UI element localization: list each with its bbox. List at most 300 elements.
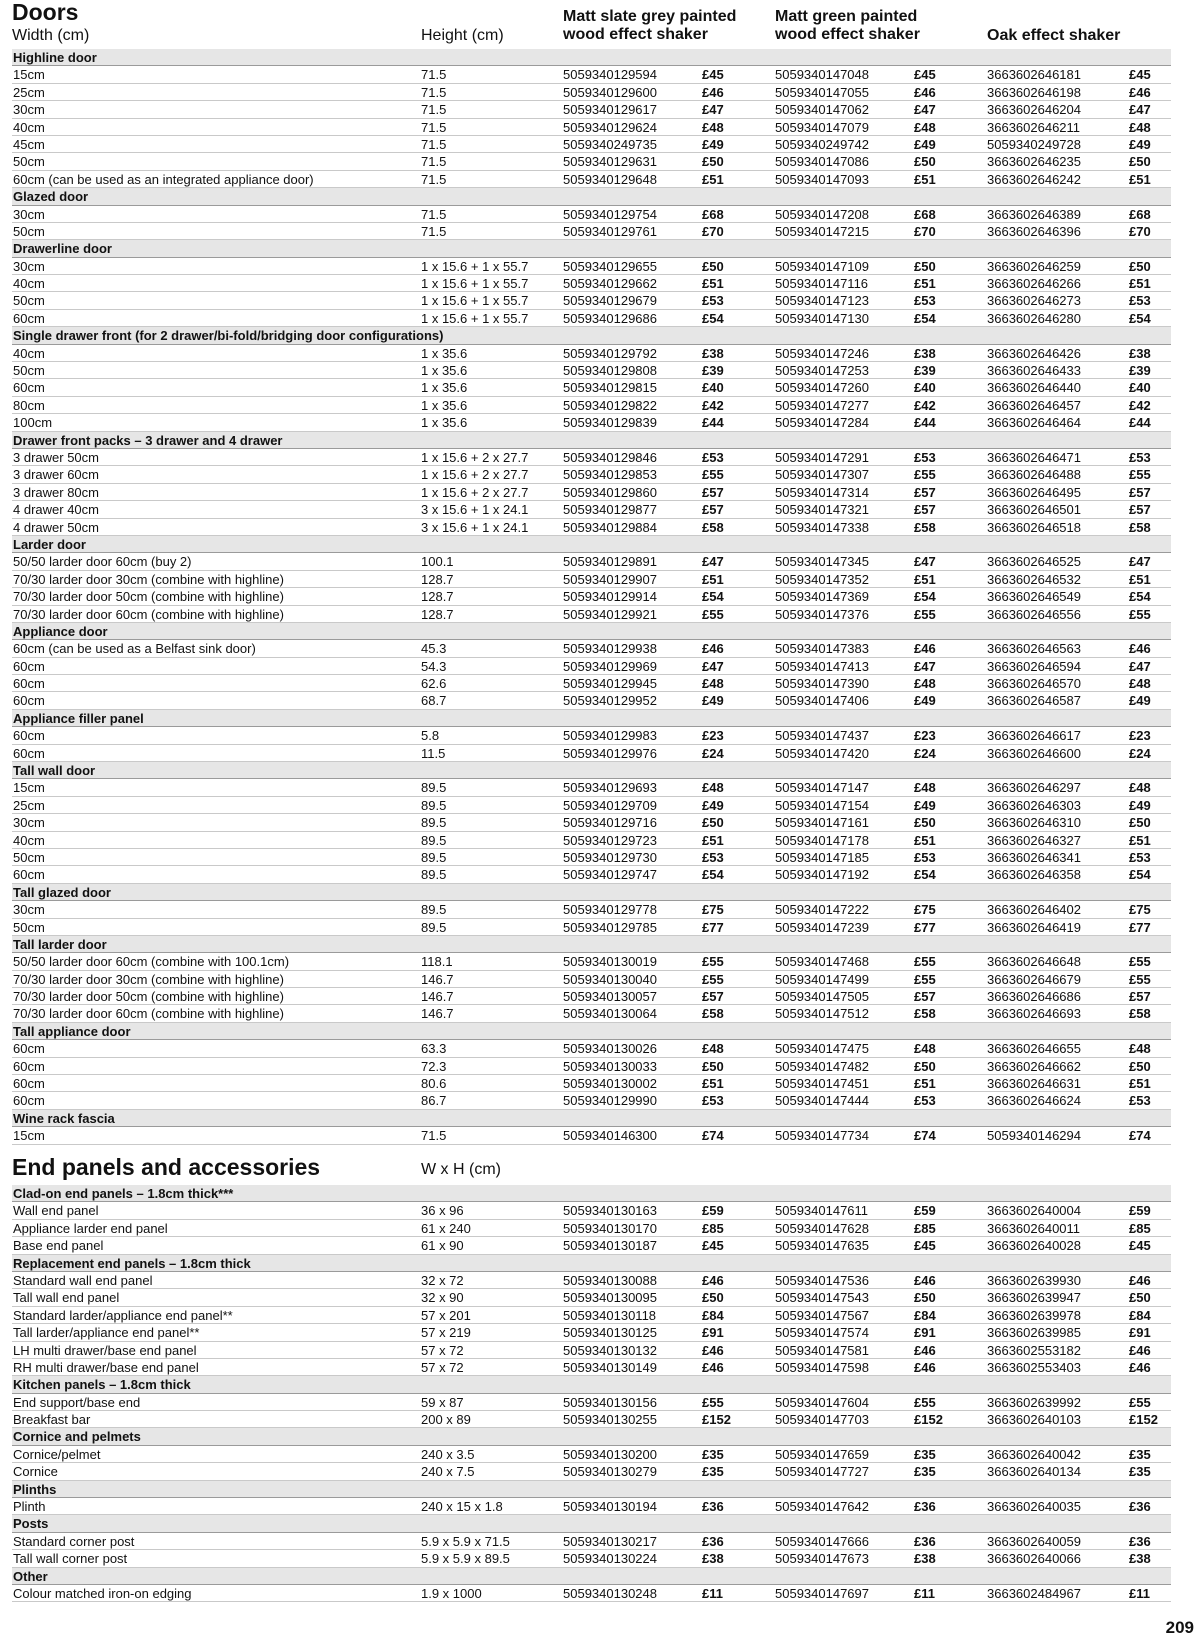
green-price: £24 [914, 745, 936, 761]
slate-grey-code: 5059340129730 [563, 849, 657, 865]
slate-grey-code: 5059340129921 [563, 606, 657, 622]
green-code: 5059340147147 [775, 780, 869, 796]
green-price: £46 [914, 641, 936, 657]
item-dimension: 57 x 219 [421, 1325, 471, 1341]
item-dimension: 72.3 [421, 1058, 447, 1074]
group-label: Drawer front packs – 3 drawer and 4 drawer [13, 432, 283, 448]
item-name: 50cm [13, 849, 45, 865]
item-name: 60cm [13, 658, 45, 674]
group-label: Clad-on end panels – 1.8cm thick*** [13, 1186, 234, 1201]
item-dimension: 100.1 [421, 554, 454, 570]
oak-price: £46 [1129, 1359, 1151, 1375]
slate-grey-code: 5059340129747 [563, 867, 657, 883]
slate-grey-code: 5059340130132 [563, 1342, 657, 1358]
item-name: 60cm [13, 380, 45, 396]
oak-code: 3663602640066 [987, 1551, 1081, 1567]
item-dimension: 240 x 15 x 1.8 [421, 1499, 503, 1515]
green-code: 5059340147352 [775, 571, 869, 587]
item-name: 3 drawer 50cm [13, 449, 99, 465]
slate-grey-code: 5059340130224 [563, 1551, 657, 1567]
oak-price: £54 [1129, 867, 1151, 883]
green-price: £54 [914, 310, 936, 326]
slate-grey-code: 5059340130279 [563, 1464, 657, 1480]
green-price: £23 [914, 728, 936, 744]
slate-grey-code: 5059340130019 [563, 954, 657, 970]
slate-grey-price: £53 [702, 849, 724, 865]
oak-price: £50 [1129, 258, 1151, 274]
item-name: 15cm [13, 67, 45, 83]
table-row [12, 362, 1171, 379]
item-dimension: 5.9 x 5.9 x 71.5 [421, 1533, 510, 1549]
green-price: £55 [914, 1394, 936, 1410]
green-code: 5059340147215 [775, 223, 869, 239]
oak-price: £24 [1129, 745, 1151, 761]
table-row [12, 1359, 1171, 1376]
green-code: 5059340147482 [775, 1058, 869, 1074]
item-dimension: 59 x 87 [421, 1394, 464, 1410]
item-dimension: 32 x 72 [421, 1272, 464, 1288]
green-code: 5059340147321 [775, 502, 869, 518]
slate-grey-price: £152 [702, 1412, 731, 1428]
slate-grey-code: 5059340129853 [563, 467, 657, 483]
oak-code: 3663602639947 [987, 1290, 1081, 1306]
table-row [12, 988, 1171, 1005]
item-name: 60cm [13, 1093, 45, 1109]
item-dimension: 71.5 [421, 84, 447, 100]
green-code: 5059340147246 [775, 345, 869, 361]
table-row [12, 206, 1171, 223]
end-panels-section-title: End panels and accessories [12, 1154, 321, 1180]
table-row [12, 1342, 1171, 1359]
item-name: 70/30 larder door 60cm (combine with highline) [13, 606, 284, 622]
oak-code: 3663602640004 [987, 1203, 1081, 1219]
item-dimension: 5.9 x 5.9 x 89.5 [421, 1551, 510, 1567]
size-column-header: W x H (cm) [421, 1161, 501, 1178]
oak-code: 3663602646327 [987, 832, 1081, 848]
green-code: 5059340147567 [775, 1307, 869, 1323]
item-name: 80cm [13, 397, 45, 413]
group-header [12, 1515, 1171, 1532]
group-label: Cornice and pelmets [13, 1429, 141, 1445]
item-name: 50/50 larder door 60cm (combine with 100.1cm) [13, 954, 290, 970]
green-price: £45 [914, 67, 936, 83]
slate-grey-code: 5059340130149 [563, 1359, 657, 1375]
slate-grey-price: £35 [702, 1446, 724, 1462]
item-name: 60cm [13, 693, 45, 709]
slate-grey-price: £57 [702, 989, 724, 1005]
slate-grey-price: £49 [702, 693, 724, 709]
slate-grey-code: 5059340130187 [563, 1238, 657, 1254]
slate-grey-price: £35 [702, 1464, 724, 1480]
slate-grey-code: 5059340129952 [563, 693, 657, 709]
item-name: RH multi drawer/base end panel [13, 1359, 199, 1375]
slate-grey-price: £59 [702, 1203, 724, 1219]
table-row [12, 1289, 1171, 1306]
group-header [12, 1110, 1171, 1127]
green-price: £49 [914, 797, 936, 813]
green-price: £48 [914, 119, 936, 135]
oak-price: £57 [1129, 502, 1151, 518]
green-code: 5059340147239 [775, 919, 869, 935]
oak-code: 3663602646594 [987, 658, 1081, 674]
item-name: 60cm (can be used as a Belfast sink door) [13, 641, 256, 657]
table-row [12, 1092, 1171, 1109]
item-name: 100cm [13, 415, 53, 431]
group-label: Tall wall door [13, 763, 96, 779]
item-dimension: 1.9 x 1000 [421, 1585, 482, 1601]
table-row [12, 1005, 1171, 1022]
slate-grey-price: £54 [702, 589, 724, 605]
table-row [12, 310, 1171, 327]
item-dimension: 61 x 240 [421, 1220, 471, 1236]
green-price: £35 [914, 1464, 936, 1480]
table-row [12, 484, 1171, 501]
green-price: £50 [914, 815, 936, 831]
oak-code: 3663602646549 [987, 589, 1081, 605]
group-header [12, 327, 1171, 344]
oak-price: £48 [1129, 1041, 1151, 1057]
group-label: Plinths [13, 1481, 57, 1497]
slate-grey-header-line1: Matt slate grey painted [563, 8, 737, 25]
oak-price: £42 [1129, 397, 1151, 413]
table-row [12, 797, 1171, 814]
slate-grey-price: £49 [702, 797, 724, 813]
oak-code: 3663602646389 [987, 206, 1081, 222]
group-header [12, 1376, 1171, 1393]
group-header [12, 762, 1171, 779]
item-dimension: 89.5 [421, 780, 447, 796]
green-price: £51 [914, 276, 936, 292]
oak-price: £59 [1129, 1203, 1151, 1219]
oak-code: 3663602646532 [987, 571, 1081, 587]
slate-grey-code: 5059340129648 [563, 171, 657, 187]
group-label: Glazed door [13, 189, 89, 205]
oak-price: £55 [1129, 954, 1151, 970]
slate-grey-code: 5059340146300 [563, 1128, 657, 1144]
slate-grey-price: £84 [702, 1307, 724, 1323]
green-code: 5059340147727 [775, 1464, 869, 1480]
green-code: 5059340147369 [775, 589, 869, 605]
slate-grey-code: 5059340129884 [563, 519, 657, 535]
oak-price: £36 [1129, 1499, 1151, 1515]
slate-grey-price: £38 [702, 345, 724, 361]
slate-grey-price: £77 [702, 919, 724, 935]
item-name: 60cm (can be used as an integrated appliance door) [13, 171, 314, 187]
slate-grey-price: £47 [702, 554, 724, 570]
green-price: £50 [914, 258, 936, 274]
green-price: £91 [914, 1325, 936, 1341]
table-row [12, 606, 1171, 623]
green-code: 5059340147413 [775, 658, 869, 674]
slate-grey-price: £75 [702, 902, 724, 918]
green-price: £42 [914, 397, 936, 413]
item-dimension: 57 x 72 [421, 1359, 464, 1375]
green-price: £35 [914, 1446, 936, 1462]
oak-code: 3663602646655 [987, 1041, 1081, 1057]
item-dimension: 1 x 35.6 [421, 380, 468, 396]
oak-price: £53 [1129, 849, 1151, 865]
slate-grey-price: £36 [702, 1499, 724, 1515]
slate-grey-header-line2: wood effect shaker [563, 26, 708, 43]
green-code: 5059340147307 [775, 467, 869, 483]
oak-price: £35 [1129, 1446, 1151, 1462]
green-price: £51 [914, 1076, 936, 1092]
item-dimension: 71.5 [421, 119, 447, 135]
group-header [12, 1255, 1171, 1272]
green-price: £39 [914, 363, 936, 379]
table-row [12, 519, 1171, 536]
item-dimension: 71.5 [421, 154, 447, 170]
green-price: £70 [914, 223, 936, 239]
slate-grey-price: £38 [702, 1551, 724, 1567]
table-row [12, 1324, 1171, 1341]
table-row [12, 640, 1171, 657]
oak-code: 3663602646488 [987, 467, 1081, 483]
oak-price: £54 [1129, 589, 1151, 605]
green-code: 5059340147611 [775, 1203, 869, 1219]
oak-code: 3663602646341 [987, 849, 1081, 865]
oak-code: 3663602646525 [987, 554, 1081, 570]
oak-code: 3663602640011 [987, 1220, 1081, 1236]
green-code: 5059340147314 [775, 484, 869, 500]
item-name: Breakfast bar [13, 1412, 91, 1428]
slate-grey-code: 5059340130040 [563, 971, 657, 987]
green-code: 5059340147673 [775, 1551, 869, 1567]
item-dimension: 61 x 90 [421, 1238, 464, 1254]
green-code: 5059340147635 [775, 1238, 869, 1254]
oak-code: 3663602646556 [987, 606, 1081, 622]
slate-grey-code: 5059340130200 [563, 1446, 657, 1462]
slate-grey-price: £50 [702, 258, 724, 274]
item-dimension: 71.5 [421, 223, 447, 239]
green-code: 5059340147475 [775, 1041, 869, 1057]
slate-grey-code: 5059340129600 [563, 84, 657, 100]
item-name: Tall wall corner post [13, 1551, 128, 1567]
slate-grey-code: 5059340129976 [563, 745, 657, 761]
slate-grey-code: 5059340130248 [563, 1585, 657, 1601]
slate-grey-price: £53 [702, 449, 724, 465]
oak-code: 3663602646457 [987, 397, 1081, 413]
green-code: 5059340147185 [775, 849, 869, 865]
oak-price: £55 [1129, 971, 1151, 987]
green-price: £53 [914, 449, 936, 465]
item-dimension: 86.7 [421, 1093, 447, 1109]
slate-grey-price: £49 [702, 136, 724, 152]
slate-grey-code: 5059340130095 [563, 1290, 657, 1306]
oak-price: £152 [1129, 1412, 1158, 1428]
slate-grey-price: £48 [702, 119, 724, 135]
green-code: 5059340147512 [775, 1006, 869, 1022]
table-row [12, 1040, 1171, 1057]
slate-grey-price: £51 [702, 832, 724, 848]
green-price: £46 [914, 1272, 936, 1288]
item-name: 30cm [13, 815, 45, 831]
slate-grey-price: £55 [702, 954, 724, 970]
item-dimension: 240 x 3.5 [421, 1446, 475, 1462]
doors-section-title: Doors [12, 0, 79, 25]
item-name: 3 drawer 80cm [13, 484, 99, 500]
item-name: Standard corner post [13, 1533, 135, 1549]
oak-code: 3663602646402 [987, 902, 1081, 918]
item-name: 70/30 larder door 50cm (combine with highline) [13, 589, 284, 605]
green-code: 5059340249742 [775, 136, 869, 152]
table-row [12, 953, 1171, 970]
group-header [12, 623, 1171, 640]
green-code: 5059340147284 [775, 415, 869, 431]
slate-grey-code: 5059340129594 [563, 67, 657, 83]
green-price: £44 [914, 415, 936, 431]
green-code: 5059340147390 [775, 676, 869, 692]
item-dimension: 128.7 [421, 606, 454, 622]
item-name: 50/50 larder door 60cm (buy 2) [13, 554, 192, 570]
green-code: 5059340147208 [775, 206, 869, 222]
green-code: 5059340147420 [775, 745, 869, 761]
slate-grey-code: 5059340130156 [563, 1394, 657, 1410]
item-dimension: 128.7 [421, 589, 454, 605]
oak-code: 3663602646297 [987, 780, 1081, 796]
slate-grey-code: 5059340129877 [563, 502, 657, 518]
table-row [12, 1498, 1171, 1515]
oak-price: £53 [1129, 293, 1151, 309]
oak-code: 3663602640035 [987, 1499, 1081, 1515]
table-row [12, 1202, 1171, 1219]
table-row [12, 171, 1171, 188]
oak-price: £75 [1129, 902, 1151, 918]
item-dimension: 71.5 [421, 136, 447, 152]
oak-code: 3663602646648 [987, 954, 1081, 970]
green-price: £47 [914, 554, 936, 570]
item-dimension: 146.7 [421, 989, 454, 1005]
slate-grey-price: £11 [702, 1585, 723, 1601]
oak-price: £47 [1129, 658, 1151, 674]
item-name: 60cm [13, 1058, 45, 1074]
table-row [12, 571, 1171, 588]
oak-price: £46 [1129, 1342, 1151, 1358]
green-price: £48 [914, 780, 936, 796]
item-dimension: 57 x 72 [421, 1342, 464, 1358]
oak-code: 3663602646259 [987, 258, 1081, 274]
item-dimension: 63.3 [421, 1041, 447, 1057]
slate-grey-code: 5059340249735 [563, 136, 657, 152]
oak-code: 3663602640103 [987, 1412, 1081, 1428]
oak-code: 3663602646211 [987, 119, 1081, 135]
slate-grey-code: 5059340129679 [563, 293, 657, 309]
slate-grey-code: 5059340129754 [563, 206, 657, 222]
table-row [12, 658, 1171, 675]
green-code: 5059340147338 [775, 519, 869, 535]
item-name: 40cm [13, 345, 45, 361]
slate-grey-price: £39 [702, 363, 724, 379]
oak-price: £48 [1129, 119, 1151, 135]
slate-grey-price: £44 [702, 415, 724, 431]
oak-code: 3663602646563 [987, 641, 1081, 657]
item-dimension: 200 x 89 [421, 1412, 471, 1428]
item-name: 70/30 larder door 30cm (combine with highline) [13, 571, 284, 587]
item-name: 40cm [13, 276, 45, 292]
oak-code: 3663602646693 [987, 1006, 1081, 1022]
oak-code: 3663602646617 [987, 728, 1081, 744]
oak-price: £58 [1129, 519, 1151, 535]
oak-price: £47 [1129, 554, 1151, 570]
oak-price: £55 [1129, 606, 1151, 622]
slate-grey-code: 5059340130217 [563, 1533, 657, 1549]
oak-price: £57 [1129, 989, 1151, 1005]
green-code: 5059340147093 [775, 171, 869, 187]
slate-grey-price: £40 [702, 380, 724, 396]
slate-grey-price: £45 [702, 67, 724, 83]
oak-code: 3663602553403 [987, 1359, 1081, 1375]
slate-grey-price: £46 [702, 641, 724, 657]
green-code: 5059340147253 [775, 363, 869, 379]
oak-price: £48 [1129, 780, 1151, 796]
oak-code: 3663602640042 [987, 1446, 1081, 1462]
oak-code: 3663602646419 [987, 919, 1081, 935]
group-label: Tall larder door [13, 936, 107, 952]
slate-grey-code: 5059340129969 [563, 658, 657, 674]
slate-grey-code: 5059340129945 [563, 676, 657, 692]
table-row [12, 397, 1171, 414]
slate-grey-code: 5059340129631 [563, 154, 657, 170]
oak-price: £36 [1129, 1533, 1151, 1549]
oak-price: £53 [1129, 449, 1151, 465]
group-label: Larder door [13, 536, 86, 552]
item-dimension: 1 x 35.6 [421, 363, 468, 379]
oak-code: 3663602639985 [987, 1325, 1081, 1341]
group-header [12, 936, 1171, 953]
slate-grey-price: £57 [702, 502, 724, 518]
slate-grey-code: 5059340129891 [563, 554, 657, 570]
slate-grey-code: 5059340129617 [563, 102, 657, 118]
item-dimension: 1 x 35.6 [421, 345, 468, 361]
slate-grey-code: 5059340129662 [563, 276, 657, 292]
green-code: 5059340147468 [775, 954, 869, 970]
item-dimension: 89.5 [421, 797, 447, 813]
table-row [12, 866, 1171, 883]
green-price: £54 [914, 589, 936, 605]
slate-grey-price: £70 [702, 223, 724, 239]
green-price: £53 [914, 293, 936, 309]
slate-grey-code: 5059340129839 [563, 415, 657, 431]
green-price: £53 [914, 1093, 936, 1109]
group-header [12, 432, 1171, 449]
green-price: £84 [914, 1307, 936, 1323]
group-header [12, 240, 1171, 257]
oak-price: £57 [1129, 484, 1151, 500]
item-name: 4 drawer 50cm [13, 519, 99, 535]
item-name: 50cm [13, 293, 45, 309]
item-name: 60cm [13, 745, 45, 761]
green-price: £51 [914, 171, 936, 187]
slate-grey-code: 5059340129792 [563, 345, 657, 361]
table-row [12, 84, 1171, 101]
table-row [12, 414, 1171, 431]
item-dimension: 89.5 [421, 815, 447, 831]
slate-grey-price: £68 [702, 206, 724, 222]
green-code: 5059340147505 [775, 989, 869, 1005]
table-row [12, 1272, 1171, 1289]
item-name: 30cm [13, 206, 45, 222]
group-header [12, 1185, 1171, 1202]
oak-code: 3663602640059 [987, 1533, 1081, 1549]
table-row [12, 1394, 1171, 1411]
slate-grey-price: £53 [702, 293, 724, 309]
slate-grey-code: 5059340130026 [563, 1041, 657, 1057]
oak-code: 3663602646518 [987, 519, 1081, 535]
oak-price: £51 [1129, 276, 1151, 292]
slate-grey-column-header [563, 8, 736, 44]
oak-price: £70 [1129, 223, 1151, 239]
table-row [12, 1446, 1171, 1463]
